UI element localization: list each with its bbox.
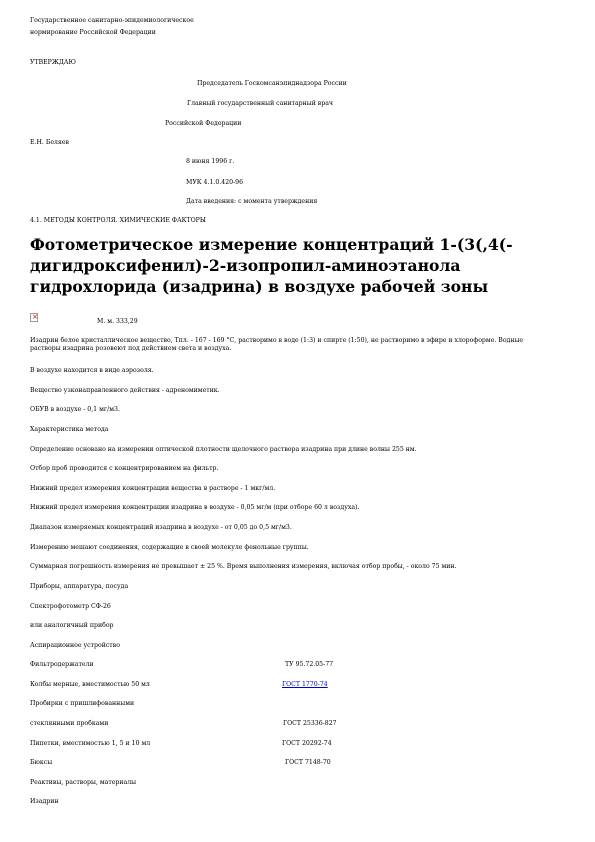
molar-mass: М. м. 333,29 [97, 318, 138, 325]
equipment-row: Бюксы [30, 759, 53, 766]
equipment-std: ГОСТ 7148-70 [285, 759, 331, 766]
chair-title: Председатель Госкомсанэпиднадзора России [197, 80, 347, 87]
equipment-row: Фильтродержатели [30, 661, 94, 668]
approved-label: УТВЕРЖДАЮ [30, 59, 76, 66]
federation-title: Российской Федерации [165, 120, 242, 127]
aspiration-line: Аспирационное устройство [30, 642, 120, 649]
org-header-line1: Государственное санитарно-эпидемиологическое [30, 17, 194, 24]
error-paragraph: Суммарная погрешность измерения не превышает ± 25 %. Время выполнения измерения, включая отбор пробы, - около 75 мин. [30, 563, 457, 570]
equipment-heading: Приборы, аппаратура, посуда [30, 583, 129, 590]
section-heading: 4.1. МЕТОДЫ КОНТРОЛЯ. ХИМИЧЕСКИЕ ФАКТОРЫ [30, 217, 206, 224]
action-paragraph: Вещество узконаправленного действия - адреномиметик. [30, 387, 220, 394]
spectrophotometer-line: Спектрофотометр СФ-26 [30, 603, 111, 610]
air-limit-paragraph: Нижний предел измерения концентрации изадрина в воздухе - 0,05 мг/м (при отборе 60 л воздуха). [30, 504, 360, 511]
muk-number: МУК 4.1.0.420-96 [186, 179, 244, 186]
document-title: Фотометрическое измерение концентраций 1-(3(,4(-дигидроксифенил)-2-изопропил-аминоэтанола гидрохлорида (изадрина) в воздухе рабочей зоны [30, 235, 513, 296]
equipment-std: ТУ 95.72.05-77 [285, 661, 334, 668]
reagent-item: Изадрин [30, 798, 59, 805]
chief-doctor-title: Главный государственный санитарный врач [187, 100, 334, 107]
effective-date: Дата введения: с момента утверждения [186, 198, 318, 205]
analog-line: или аналогичный прибор [30, 622, 114, 629]
range-paragraph: Диапазон измеряемых концентраций изадрина в воздухе - от 0,05 до 0,5 мг/м3. [30, 524, 292, 531]
equipment-row: Пробирки с пришлифованными [30, 700, 135, 707]
equipment-row: Колбы мерные, вместимостью 50 мл [30, 681, 150, 688]
equipment-row: стеклянными пробками [30, 720, 109, 727]
equipment-std: ГОСТ 20292-74 [282, 740, 332, 747]
method-heading: Характеристика метода [30, 426, 109, 433]
sampling-paragraph: Отбор проб проводится с концентрированием на фильтр. [30, 465, 219, 472]
broken-image-icon: × [32, 313, 38, 321]
solution-limit-paragraph: Нижний предел измерения концентрации вещества в растворе - 1 мкг/мл. [30, 485, 276, 492]
org-header-line2: нормирование Российской Федерации [30, 29, 156, 36]
equipment-std: ГОСТ 25336-827 [283, 720, 337, 727]
interference-paragraph: Измерению мешают соединения, содержащие в своей молекуле фенольные группы. [30, 544, 309, 551]
gost-1770-link[interactable]: ГОСТ 1770-74 [282, 681, 328, 688]
description-paragraph: Изадрин белое кристаллическое вещество, Тпл. - 167 - 169 °С, растворимо в воде (1:3) и спирте (1:50), не растворимо в эфире и хлороформе. Водные растворы изадрина розовеют под действием света и воздуха. [30, 337, 524, 352]
obuv-paragraph: ОБУВ в воздухе - 0,1 мг/м3. [30, 406, 120, 413]
approval-date: 8 июня 1996 г. [186, 158, 235, 165]
signatory-name: Е.Н. Беляев [30, 139, 70, 146]
basis-paragraph: Определение основано на измерении оптической плотности щелочного раствора изадрина при длине волны 255 нм. [30, 446, 417, 453]
aerosol-paragraph: В воздухе находится в виде аэрозоля. [30, 367, 154, 374]
reagents-heading: Реактивы, растворы, материалы [30, 779, 137, 786]
equipment-row: Пипетки, вместимостью 1, 5 и 10 мл [30, 740, 151, 747]
